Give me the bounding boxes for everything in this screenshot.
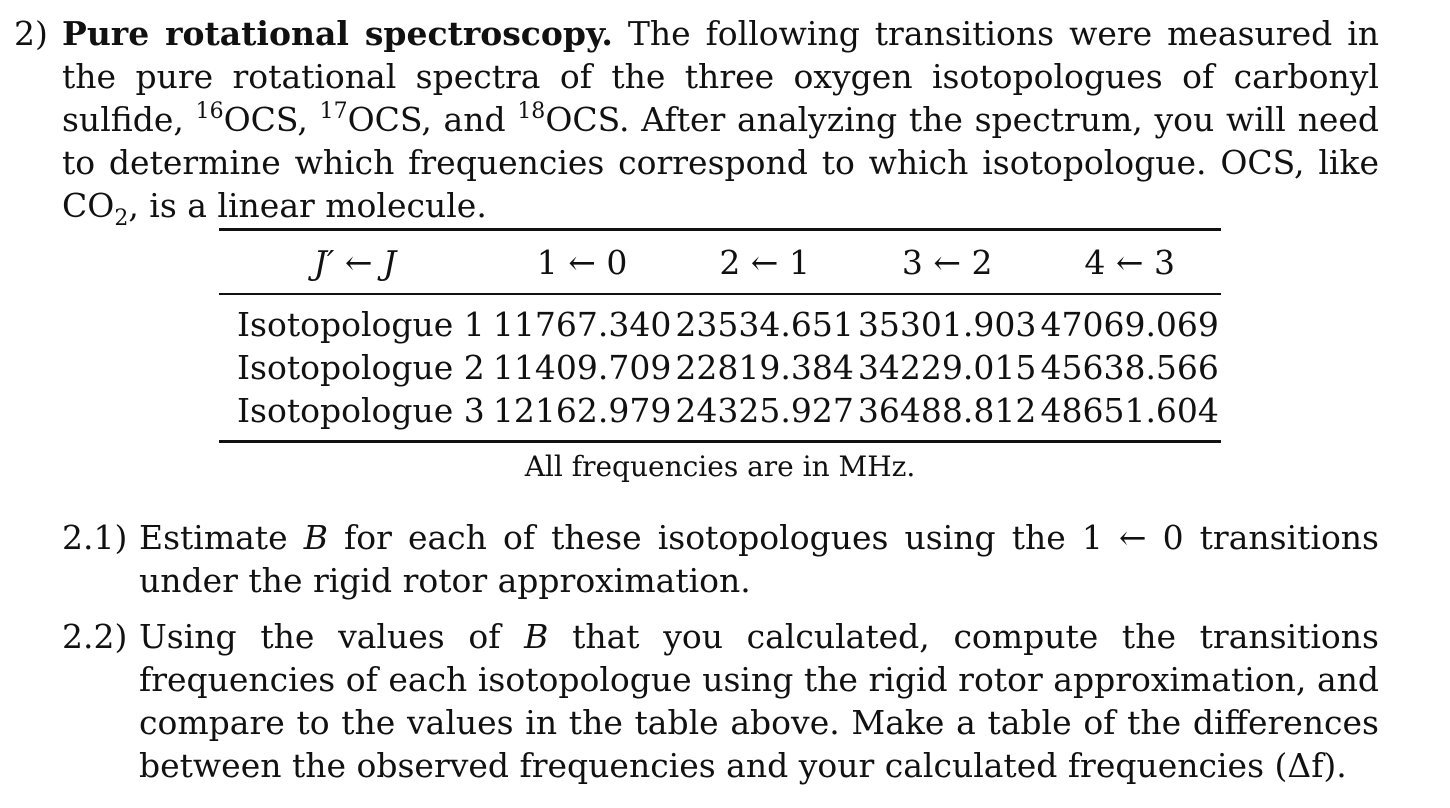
problem-intro-2: After analyzing the spectrum, you will need to determine which frequencies correspond to which isotopologue. OCS, like CO [62, 100, 1380, 225]
table-cell: 45638.566 [1040, 348, 1219, 387]
problem-2 [14, 12, 1380, 231]
problem-title: Pure rotational spectroscopy. [62, 14, 613, 53]
row-label: Isotopologue 1 [237, 305, 485, 344]
column-header-3-2: 3 ← 2 [901, 242, 993, 282]
table-cell: 34229.015 [857, 348, 1037, 387]
problem-number: 2) [14, 14, 48, 53]
table-cell: 11767.340 [492, 305, 672, 344]
table-row [219, 389, 1221, 442]
co2-subscript: 2 [114, 206, 129, 231]
table-cell: 36488.812 [857, 391, 1037, 430]
subquestion-text [139, 516, 1379, 602]
transition-column-header: J′ ← J [313, 242, 397, 282]
table-cell: 24325.927 [675, 391, 854, 430]
ocs-formula-18: OCS [545, 100, 620, 139]
table-cell: 47069.069 [1040, 305, 1219, 344]
row-label: Isotopologue 2 [237, 348, 485, 387]
table-cell: 48651.604 [1040, 391, 1219, 430]
problem-statement: Pure rotational spectroscopy. The following transitions were measured in the pure rotational spectra of the three oxygen isotopologues of carbonyl sulfide, $^{16}$OCS, $^{17}$OCS, and $^{18}$OCS. After analyzing the spectrum, you will need to determine which frequencies correspond to which isotopologue. OCS, like $CO_2$, is a linear molecule. [62, 14, 1380, 231]
table-cell: 12162.979 [492, 391, 672, 430]
table-header-row [219, 230, 1221, 295]
frequency-table [219, 228, 1221, 443]
subquestion-text-after: for each of these isotopologues using the 1 ← 0 transitions under the rigid rotor approximation. [139, 518, 1379, 600]
ocs-formula-17: OCS [347, 100, 422, 139]
subquestion-text-after: that you calculated, compute the transitions frequencies of each isotopologue using the rigid rotor approximation, and compare to the values in the table above. Make a table of the differences between the observed frequencies and your calculated frequencies (Δf). [139, 617, 1379, 785]
table-caption: All frequencies are in MHz. [524, 450, 916, 483]
table-cell: 22819.384 [675, 348, 854, 387]
problem-header [14, 12, 1380, 231]
table-cell: 35301.903 [857, 305, 1037, 344]
table-row [219, 346, 1221, 389]
column-header-1-0: 1 ← 0 [536, 242, 628, 282]
connector-and: and [443, 100, 506, 139]
subquestion-text [139, 615, 1379, 787]
rotational-constant-symbol: B [303, 518, 328, 557]
subquestion-2-2 [62, 615, 1379, 787]
ocs-formula-16: OCS [223, 100, 298, 139]
subquestion-list [62, 516, 1379, 800]
table-cell: 23534.651 [675, 305, 854, 344]
isotope-16-superscript: 16 [195, 99, 224, 124]
rotational-constant-symbol: B [524, 617, 549, 656]
subquestion-text-before: Estimate [139, 518, 288, 557]
subquestion-number: 2.2) [62, 617, 128, 656]
column-header-2-1: 2 ← 1 [719, 242, 810, 282]
problem-intro-3: , is a linear molecule. [128, 186, 487, 225]
row-label: Isotopologue 3 [237, 391, 485, 430]
subquestion-text-before: Using the values of [139, 617, 501, 656]
table-cell: 11409.709 [492, 348, 672, 387]
subquestion-number: 2.1) [62, 518, 128, 557]
table-row [219, 294, 1221, 346]
subquestion-2-1 [62, 516, 1379, 602]
column-header-4-3: 4 ← 3 [1084, 242, 1176, 282]
isotope-17-superscript: 17 [319, 99, 348, 124]
problem-intro-1: The following transitions were measured in the pure rotational spectra of the three oxygen isotopologues of carbonyl sulfide, [62, 14, 1379, 139]
isotope-18-superscript: 18 [517, 99, 546, 124]
